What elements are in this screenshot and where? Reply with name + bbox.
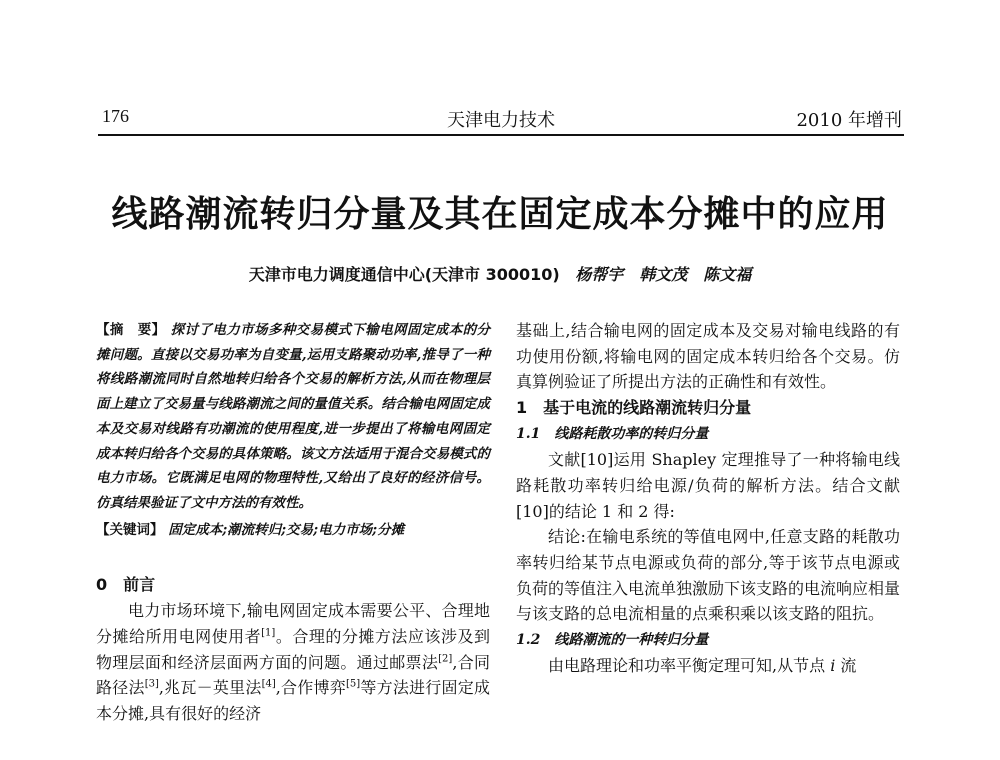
section-0-heading: 0 前言 — [96, 575, 156, 595]
citation: [1] — [261, 627, 276, 639]
node-variable: i — [830, 656, 836, 676]
subsection-1-2-heading: 1.2 线路潮流的一种转归分量 — [516, 632, 709, 649]
shapley-paragraph: 文献[10]运用 Shapley 定理推导了一种将输电线路耗散功率转归给电源/负荷的解析方法。结合文献[10]的结论 1 和 2 得: — [516, 450, 900, 521]
abstract-tag: 【摘 要】 — [96, 322, 166, 338]
citation: [5] — [345, 679, 361, 691]
author-names: 杨帮宇 韩文茂 陈文福 — [575, 265, 752, 284]
journal-name: 天津电力技术 — [447, 110, 555, 131]
section-1-heading: 1 基于电流的线路潮流转归分量 — [516, 398, 752, 418]
circuit-paragraph: 由电路理论和功率平衡定理可知,从节点 i 流 — [548, 656, 857, 676]
page-header — [98, 104, 904, 134]
page-number: 176 — [102, 106, 129, 126]
header-rule — [98, 134, 904, 136]
left-column — [96, 318, 490, 727]
intro-continuation: 基础上,结合输电网的固定成本及交易对输电线路的有功使用份额,将输电网的固定成本转归给各个交易。仿真算例验证了所提出方法的正确性和有效性。 — [516, 321, 900, 392]
conclusion-paragraph: 结论:在输电系统的等值电网中,任意支路的耗散功率转归给某节点电源或负荷的部分,等于该节点电源或负荷的等值注入电流单独激励下该支路的电流响应相量与该支路的总电流相量的点乘积乘以该支路的阻抗。 — [516, 527, 901, 624]
keywords-text: 固定成本;潮流转归;交易;电力市场;分摊 — [168, 521, 405, 538]
paper-title: 线路潮流转归分量及其在固定成本分摊中的应用 — [111, 193, 889, 235]
affiliation: 天津市电力调度通信中心(天津市 300010) — [248, 265, 560, 284]
author-line — [0, 262, 1000, 285]
citation: [4] — [261, 679, 276, 691]
keywords-tag: 【关键词】 — [96, 521, 164, 538]
citation: [3] — [144, 679, 159, 691]
citation: [2] — [438, 653, 453, 665]
issue-label: 2010 年增刊 — [796, 110, 902, 131]
subsection-1-1-heading: 1.1 线路耗散功率的转归分量 — [516, 426, 709, 443]
right-column — [516, 318, 900, 679]
abstract — [96, 318, 490, 516]
keywords — [96, 518, 490, 543]
abstract-text: 探讨了电力市场多种交易模式下输电网固定成本的分摊问题。直接以交易功率为自变量,运用支路聚动功率,推导了一种将线路潮流同时自然地转归给各个交易的解析方法,从而在物理层面上建立了交易量与线路潮流之间的量值关系。结合输电网固定成本及交易对线路有功潮流的使用程度,进一步提出了将输电网固定成本转归给各个交易的具体策略。该文方法适用于混合交易模式的电力市场。它既满足电网的物理特性,又给出了良好的经济信号。仿真结果验证了文中方法的有效性。 — [96, 322, 491, 511]
intro-paragraph: 电力市场环境下,输电网固定成本需要公平、合理地分摊给所用电网使用者[1]。合理的分摊方法应该涉及到物理层面和经济层面两方面的问题。通过邮票法[2],合同路径法[3],兆瓦－英里法[4],合作博弈[5]等方法进行固定成本分摊,具有很好的经济 — [96, 601, 490, 724]
